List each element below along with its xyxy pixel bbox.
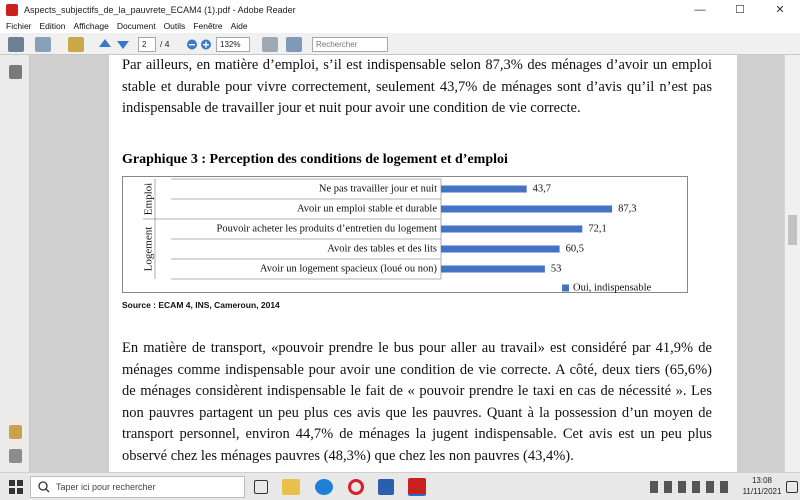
word-icon[interactable] [378, 479, 394, 495]
zoom-out-icon[interactable] [186, 37, 198, 52]
edge-browser-icon[interactable] [315, 479, 333, 495]
bar-value-label: 53 [550, 263, 562, 275]
category-label: Avoir un emploi stable et durable [296, 203, 437, 215]
minimize-button[interactable]: — [694, 3, 706, 16]
document-viewport[interactable] [30, 55, 784, 472]
taskbar-search-placeholder: Taper ici pour rechercher [56, 482, 156, 492]
bar [441, 186, 527, 193]
taskbar-search[interactable] [30, 476, 245, 498]
adobe-reader-icon [6, 4, 18, 16]
menu-edition[interactable]: Edition [39, 21, 66, 31]
search-input[interactable]: Rechercher [312, 37, 388, 52]
pdf-page [109, 55, 737, 472]
bar [441, 206, 612, 213]
chart-svg [123, 177, 689, 294]
pages-panel-icon[interactable] [9, 65, 22, 79]
toolbar [0, 33, 800, 55]
paragraph-employment: Par ailleurs, en matière d’emploi, s’il est indispensable selon 87,3% des ménages d’avoir un emploi stable et durable pour vivre correctement, seulement 43,7% de ménages sont d’avis qu’il n’est pas indispensable de travailler jour et nuit pour avoir une condition de vie correcte. [122, 57, 712, 116]
chart-frame [122, 176, 688, 293]
title-bar [0, 0, 800, 19]
close-button[interactable]: ✕ [775, 4, 785, 16]
category-label: Avoir un logement spacieux (loué ou non) [259, 263, 437, 275]
bar-value-label: 43,7 [532, 183, 552, 195]
chart-heading: Graphique 3 : Perception des conditions de logement et d’emploi [122, 152, 508, 167]
zoom-level-select[interactable]: 132% [216, 37, 250, 52]
email-icon[interactable] [68, 37, 84, 52]
legend-label: Oui, indispensable [573, 282, 652, 294]
paragraph-transport: En matière de transport, «pouvoir prendre le bus pour aller au travail» est considéré par 41,9% de ménages comme indispensable pour avoir une condition de vie correcte. A côté, deux tiers (65,6%) de ménages considèrent indispensable le fait de « pouvoir prendre le taxi en cas de nécessité ». Les non pauvres partagent un peu plus ces avis que les pauvres. Quant à la possession d’un moyen de transport personnel, environ 44,7% de ménages la jugent indispensable. Cet avis est un peu plus observé chez les ménages pauvres (48,3%) que chez les non pauvres (43,4%). [122, 340, 712, 464]
category-label: Pouvoir acheter les produits d’entretien du logement [216, 223, 437, 235]
fit-page-icon[interactable] [262, 37, 278, 52]
notification-icon[interactable] [786, 481, 798, 493]
previous-page-icon[interactable] [98, 37, 112, 52]
bar [441, 266, 545, 273]
system-tray-icons[interactable] [650, 481, 740, 493]
scrollbar-thumb[interactable] [788, 215, 797, 245]
opera-browser-icon[interactable] [348, 479, 364, 495]
maximize-button[interactable]: ☐ [735, 4, 745, 16]
legend-swatch [562, 285, 569, 292]
menu-aide[interactable]: Aide [230, 21, 248, 31]
vertical-scrollbar[interactable] [784, 55, 800, 472]
chart-source: Source : ECAM 4, INS, Cameroun, 2014 [122, 300, 280, 310]
bar-value-label: 72,1 [588, 223, 607, 235]
adobe-reader-taskbar-icon[interactable] [408, 478, 426, 496]
print-icon[interactable] [8, 37, 24, 52]
taskbar [0, 472, 800, 500]
category-label: Ne pas travailler jour et nuit [318, 183, 437, 195]
search-icon [38, 481, 50, 493]
menu-bar [0, 19, 800, 33]
menu-fichier[interactable]: Fichier [6, 21, 32, 31]
signatures-panel-icon[interactable] [9, 425, 22, 439]
page-total: / 4 [160, 39, 170, 49]
navigation-pane [0, 55, 30, 472]
group-label-emploi: Emploi [142, 182, 155, 216]
bar [441, 246, 560, 253]
full-screen-icon[interactable] [286, 37, 302, 52]
next-page-icon[interactable] [116, 37, 130, 52]
share-icon[interactable] [35, 37, 51, 52]
file-explorer-icon[interactable] [282, 479, 300, 495]
menu-fenetre[interactable]: Fenêtre [193, 21, 223, 31]
menu-document[interactable]: Document [116, 21, 156, 31]
bar-value-label: 60,5 [565, 243, 584, 255]
clock-date[interactable]: 11/11/2021 [742, 487, 782, 496]
windows-start-icon[interactable] [9, 480, 23, 494]
bar-value-label: 87,3 [618, 203, 637, 215]
menu-affichage[interactable]: Affichage [73, 21, 109, 31]
attachments-panel-icon[interactable] [9, 449, 22, 463]
clock-time[interactable]: 13:08 [751, 476, 773, 485]
bar [441, 226, 582, 233]
group-label-logement: Logement [142, 226, 155, 272]
category-label: Avoir des tables et des lits [327, 243, 437, 255]
window-title: Aspects_subjectifs_de_la_pauvrete_ECAM4 (1).pdf - Adobe Reader [24, 4, 296, 15]
menu-outils[interactable]: Outils [163, 21, 186, 31]
zoom-in-icon[interactable] [200, 37, 212, 52]
page-number-input[interactable]: 2 [138, 37, 156, 52]
task-view-icon[interactable] [254, 480, 268, 494]
